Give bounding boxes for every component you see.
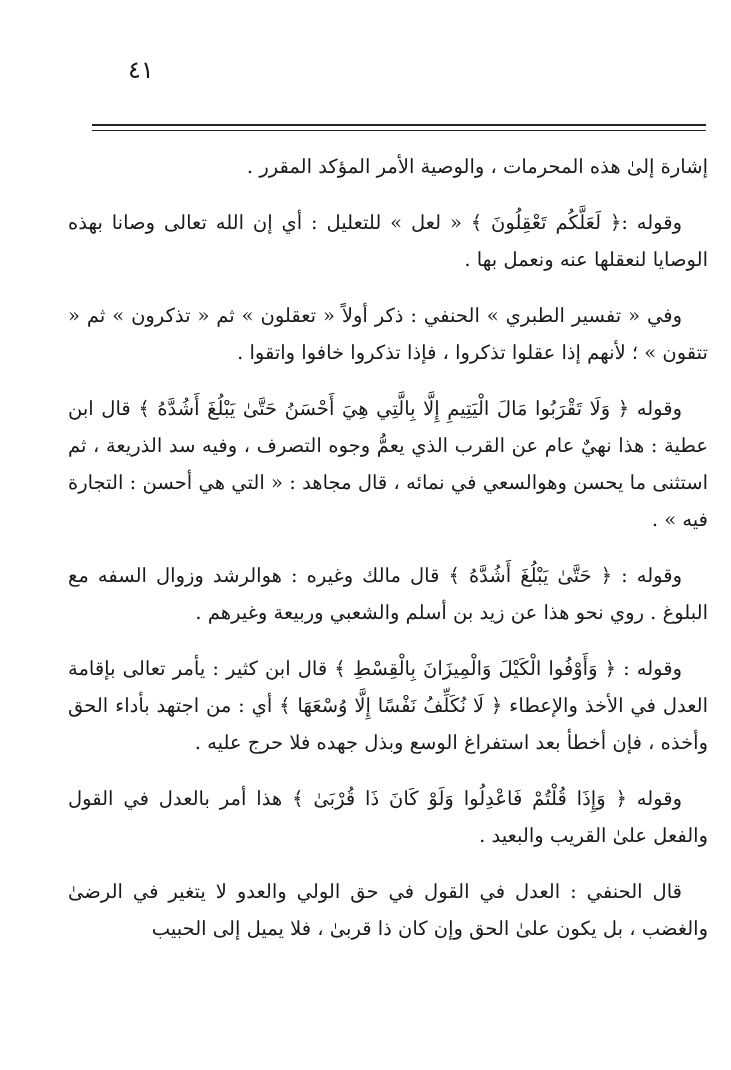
paragraph-2: وقوله :﴿ لَعَلَّكُم تَعْقِلُونَ ﴾ « لعل » للتعليل : أي إن الله تعالى وصانا بهذه الوصايا لنعقلها عنه ونعمل بها . <box>68 211 708 271</box>
paragraph-7: وقوله ﴿ وَإِذَا قُلْتُمْ فَاعْدِلُوا وَلَوْ كَانَ ذَا قُرْبَىٰ ﴾ هذا أمر بالعدل في القول والفعل علىٰ القريب والبعيد . <box>68 787 708 847</box>
paragraph-1: إشارة إلىٰ هذه المحرمات ، والوصية الأمر المؤكد المقرر . <box>246 155 708 178</box>
paragraph-3: وفي « تفسير الطبري » الحنفي : ذكر أولاً « تعقلون » ثم « تذكرون » ثم « تتقون » ؛ لأنهم إذا عقلوا تذكروا ، فإذا تذكروا خافوا واتقوا . <box>68 304 708 364</box>
page-number: ٤١ <box>128 56 154 84</box>
header-rule-thin <box>92 130 706 131</box>
header-rule-thick <box>92 124 706 126</box>
paragraph-6: وقوله : ﴿ وَأَوْفُوا الْكَيْلَ وَالْمِيزَانَ بِالْقِسْطِ ﴾ قال ابن كثير : يأمر تعالى بإقامة العدل في الأخذ والإعطاء ﴿ لَا نُكَلِّفُ نَفْسًا إِلَّا وُسْعَهَا ﴾ أي : من اجتهد بأداء الحق وأخذه ، فإن أخطأ بعد استفراغ الوسع وبذل جهده فلا حرج عليه . <box>68 657 708 754</box>
paragraph-5: وقوله : ﴿ حَتَّىٰ يَبْلُغَ أَشُدَّهُ ﴾ قال مالك وغيره : هوالرشد وزوال السفه مع البلوغ . روي نحو هذا عن زيد بن أسلم والشعبي وربيعة وغيرهم . <box>68 564 708 624</box>
page-body <box>68 148 708 947</box>
paragraph-8: قال الحنفي : العدل في القول في حق الولي والعدو لا يتغير في الرضىٰ والغضب ، بل يكون علىٰ الحق وإن كان ذا قربىٰ ، فلا يميل إلى الحبيب <box>68 880 708 940</box>
paragraph-4: وقوله ﴿ وَلَا تَقْرَبُوا مَالَ الْيَتِيمِ إِلَّا بِالَّتِي هِيَ أَحْسَنُ حَتَّىٰ يَبْلُغَ أَشُدَّهُ ﴾ قال ابن عطية : هذا نهيٌ عام عن القرب الذي يعمُّ وجوه التصرف ، وفيه سد الذريعة ، ثم استثنى ما يحسن وهوالسعي في نمائه ، قال مجاهد : « التي هي أحسن : التجارة فيه » . <box>68 397 708 531</box>
